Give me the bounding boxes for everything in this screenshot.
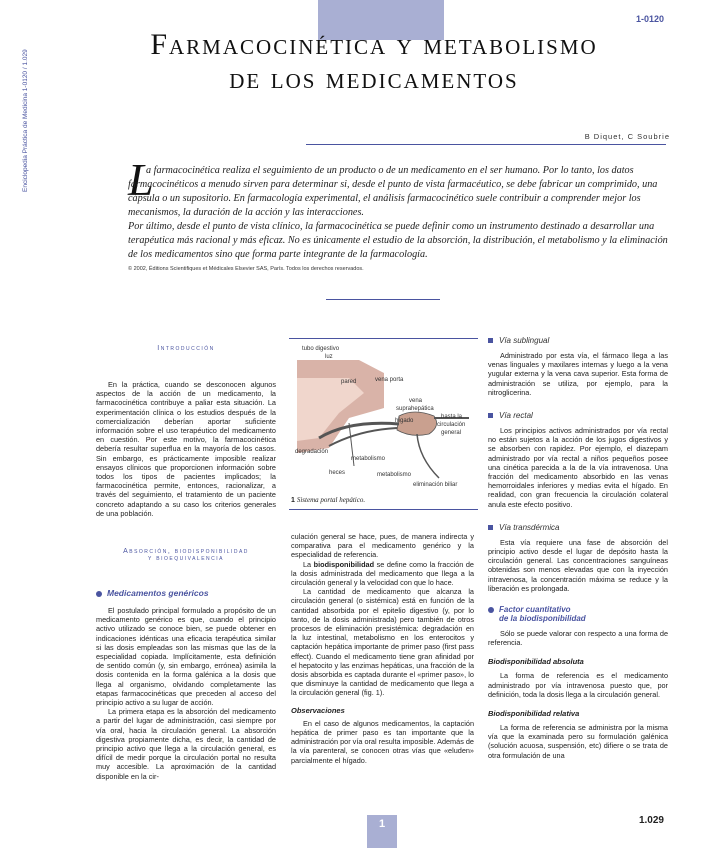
- square-bullet-icon: [488, 338, 493, 343]
- figure-label-pared: pared: [341, 379, 357, 385]
- col2-p2-post: se define como la fracción de la dosis administrada del medicamento que llega a la circulación general y la velocidad con que lo hace.: [291, 559, 474, 588]
- figure-label-eliminacion: eliminación biliar: [413, 482, 458, 488]
- portal-system-figure: [289, 338, 478, 493]
- intro-text: [96, 380, 276, 518]
- col2-p2-pre: La: [303, 559, 312, 569]
- relative-bioavailability-paragraph: La forma de referencia se administra por la misma vía que la examinada pero su formulación galénica (solución acuosa, suspensión, etc) difiere o se trata de otra formulación de una: [488, 723, 668, 760]
- side-running-text: Enciclopedia Práctica de Medicina 1-0120 / 1.029: [22, 49, 29, 192]
- factor-paragraph: Sólo se puede valorar con respecto a una forma de referencia.: [488, 629, 668, 648]
- factor-heading: [488, 605, 668, 623]
- sublingual-label: Vía sublingual: [499, 336, 550, 345]
- abstract-paragraph-2: Por último, desde el punto de vista clínico, la farmacocinética se puede definir como un instrumento destinado a desarrollar una terapéutica más racional y más eficaz. No es únicamente el estudio de la absorción, la distribución, el metabolismo y la eliminación de los medicamentos sino que forma parte integrante de la farmacología.: [128, 221, 668, 260]
- col2-paragraph-3: La cantidad de medicamento que alcanza la circulación general (o sistémica) está en función de la cantidad absorbida por el epitelio digestivo (y, por lo tanto, de la dosis administrada) pero también de otros procesos de eliminación presistémica: degradación en la luz intestinal, metabolismo en los enterocitos y captación hepática importante de primer paso (first pass effect). Cuando el medicamento tiene gran afinidad por el hepatocito y las enzimas hepáticas, una fracción de la dosis absorbida es captada durante el «primer paso», lo que disminuye la cantidad de medicamento que llega a la circulación general (fig. 1).: [291, 587, 474, 698]
- figure-caption: [291, 496, 365, 504]
- rectal-label: Vía rectal: [499, 411, 533, 421]
- absorption-heading-line-2: y bioequivalencia: [148, 555, 224, 562]
- generic-drugs-subheading: [96, 588, 209, 598]
- figure-label-heces: heces: [329, 470, 346, 476]
- abstract-paragraph-1: a farmacocinética realiza el seguimiento de un producto o de un medicamento en el ser humano. Por lo tanto, los datos farmacocinéticos a menudo sirven para determinar si, desde el punto de vista farmacéutico, se debe fabricar un comprimido, una cápsula o un supositorio. En farmacología experimental, el análisis farmacocinético suele contribuir a comprender mejor los mecanismos, la duración de la acción y las interacciones.: [128, 165, 658, 218]
- figure-label-suprahepatica: suprahepática: [396, 406, 434, 412]
- figure-label-luz: luz: [325, 354, 333, 360]
- factor-heading-text-1: Factor cuantitativo: [499, 605, 571, 615]
- col1-paragraph-1: El postulado principal formulado a propósito de un medicamento genérico es que, cuando el principio activo utilizado se conoce bien, se puede obtener en indicaciones idénticas una eficacia terapéutica similar si las dosis empleadas son las mismas que las de la especialidad copiada. Implícitamente, esta definición de sentido común (y, sin embargo, errónea) asimila la dosis contenida en la forma galénica a la dosis que llega al organismo, olvidando completamente las etapas farmacocinéticas que preceden al acceso del principio activo a su lugar de acción.: [96, 606, 276, 708]
- col2-paragraph-4: En el caso de algunos medicamentos, la captación hepática de primer paso es tan importante que la administración por vía oral resulta imposible. Además de la vía parenteral, se conocen otras vías que «eluden» parcialmente el hígado.: [291, 718, 474, 765]
- transdermal-heading: [488, 523, 668, 532]
- absorption-heading: [96, 548, 276, 562]
- sublingual-paragraph: Administrado por esta vía, el fármaco llega a las venas linguales y maxilares internas y luego a la vena yugular externa y la vena cava superior. Esta forma de administración se utiliza, por ejemplo, para la nitroglicerina.: [488, 351, 668, 397]
- figure-label-tubo: tubo digestivo: [302, 346, 340, 352]
- bullet-icon: [488, 607, 494, 613]
- page-number: 1: [378, 818, 386, 830]
- article-title: [100, 28, 648, 96]
- figure-label-vena: vena: [409, 398, 423, 404]
- abstract: [128, 164, 670, 262]
- absolute-bioavailability-paragraph: La forma de referencia es el medicamento administrado por vía intravenosa puesto que, por definición, toda la dosis llega a la circulación general.: [488, 671, 668, 699]
- generic-drugs-label: Medicamentos genéricos: [107, 588, 209, 598]
- col1-text: [96, 606, 276, 781]
- figure-caption-text: Sistema portal hepático.: [296, 496, 366, 504]
- col1-paragraph-2: La primera etapa es la absorción del medicamento a partir del lugar de administración, casi siempre por vía oral, hacia la circulación general. La absorción digestiva propiamente dicha, es decir, la cantidad de principio activo que llega a la circulación general, es difícil de medir porque la circulación portal no resulta muy accesible. La aproximación de la cantidad disponible en la cir-: [96, 707, 276, 781]
- abstract-dropcap: L: [128, 154, 154, 205]
- figure-label-vena-porta: vena porta: [375, 377, 404, 383]
- col2-text: [291, 532, 474, 765]
- title-line-1: Farmacocinética y metabolismo: [150, 28, 598, 61]
- title-rule: [306, 144, 666, 145]
- factor-text: [488, 629, 668, 647]
- relative-bioavailability-heading: Biodisponibilidad relativa: [488, 709, 580, 719]
- rectal-heading: [488, 411, 668, 420]
- figure-bile: [417, 434, 439, 478]
- copyright: © 2002, Éditions Scientifiques et Médicales Elsevier SAS, París. Todos los derechos reservados.: [128, 266, 364, 272]
- col2-paragraph-1: culación general se hace, pues, de manera indirecta y comparativa para el medicamento genérico y la especialidad de referencia.: [291, 532, 474, 560]
- square-bullet-icon: [488, 525, 493, 530]
- intro-paragraph: En la práctica, cuando se desconocen algunos aspectos de la acción de un medicamento, la farmacocinética contribuye a paliar esta situación. La experimentación clínica o los estudios después de la comercialización deberían aportar suficiente información sobre el uso terapéutico del medicamento en cuestión. Por este motivo, la farmacocinética debería resultar superflua en la mayoría de los casos. Sin embargo, es prácticamente imposible realizar ensayos clínicos que proporcionen información sobre todos los tipos de pacientes implicados; la farmacocinética permite, entonces, racionalizar, a través del seguimiento, el tratamiento de un paciente concreto adaptando a su caso los criterios generales de una población.: [96, 380, 276, 518]
- authors: B Diquet, C Soubrie: [584, 132, 670, 141]
- figure-label-higado: hígado: [395, 418, 414, 424]
- observations-heading: Observaciones: [291, 705, 345, 715]
- page-reference: 1.029: [638, 815, 664, 826]
- reference-code: 1-0120: [635, 14, 664, 24]
- relative-bioavailability-text: [488, 723, 668, 760]
- intro-heading: Introducción: [157, 345, 215, 352]
- col2-paragraph-2: [291, 560, 474, 588]
- transdermal-label: Vía transdérmica: [499, 522, 560, 532]
- title-line-2: de los medicamentos: [229, 62, 519, 95]
- figure-label-circulacion: circulación: [437, 422, 466, 428]
- absolute-bioavailability-text: [488, 671, 668, 699]
- absorption-heading-line-1: Absorción, biodisponibilidad: [123, 548, 249, 555]
- figure-caption-number: 1: [291, 497, 295, 504]
- figure-label-hasta-la: hasta la: [441, 414, 463, 420]
- col3: [488, 336, 668, 760]
- figure-bottom-rule: [289, 509, 478, 510]
- bullet-icon: [96, 591, 102, 597]
- sublingual-text: [488, 351, 668, 397]
- absolute-bioavailability-heading: Biodisponibilidad absoluta: [488, 657, 584, 667]
- section-rule: [326, 299, 440, 300]
- rectal-text: [488, 426, 668, 509]
- factor-heading-line-1: [488, 605, 668, 614]
- sublingual-heading: [488, 336, 668, 345]
- figure-label-metabolismo-2: metabolismo: [377, 472, 412, 478]
- transdermal-paragraph: Esta vía requiere una fase de absorción del principio activo desde el lugar de depósito hasta la circulación general. Las concentraciones sanguíneas obtenidas son menos elevadas que con la inyección intravenosa, la concentración máxima se reduce y la liberación es prolongada.: [488, 537, 668, 593]
- figure-label-general: general: [441, 430, 462, 436]
- figure-label-degradacion: degradación: [295, 449, 329, 455]
- col2-p2-bold: biodisponibilidad: [313, 559, 375, 569]
- figure-label-metabolismo: metabolismo: [351, 456, 386, 462]
- square-bullet-icon: [488, 413, 493, 418]
- transdermal-text: [488, 538, 668, 593]
- factor-heading-line-2: de la biodisponibilidad: [499, 614, 586, 624]
- rectal-paragraph: Los principios activos administrados por vía rectal no están sujetos a la acción de los jugos digestivos y se absorben con rapidez. Por ejemplo, el diazepam administrado por vía rectal a niños pequeños posee una cinética parecida a la de la vía intravenosa. Una fracción del medicamento absorbido en las venas hemorroidales inferiores y medias evita el hígado. En realidad, con gran frecuencia la circulación colateral anula este efecto positivo.: [488, 426, 668, 509]
